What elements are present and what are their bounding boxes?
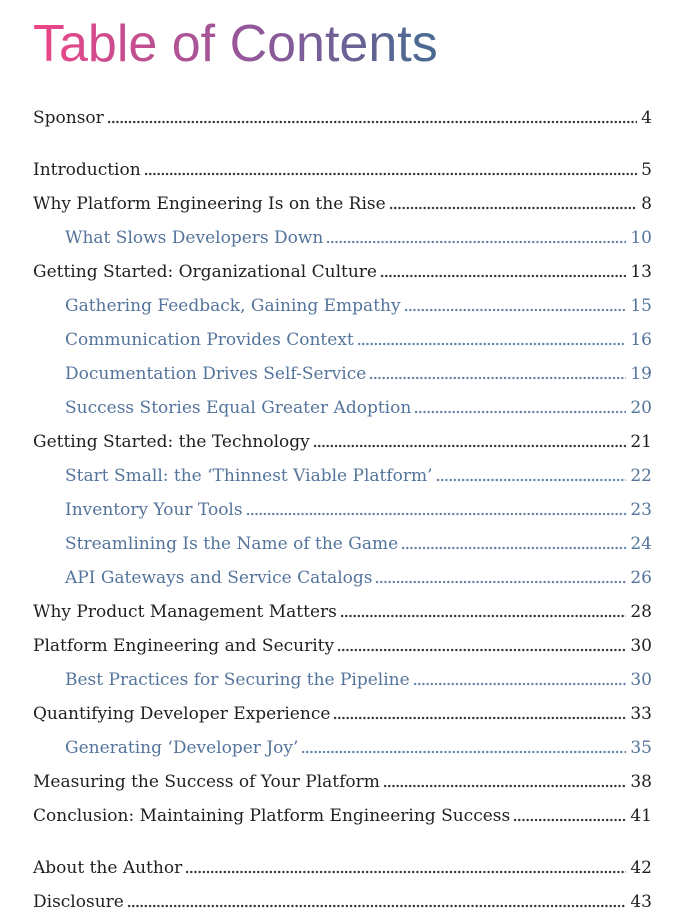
toc-entry[interactable] <box>33 765 652 799</box>
dot-leader <box>357 323 627 357</box>
toc-entry-page: 21 <box>630 432 652 453</box>
dot-leader <box>375 561 626 595</box>
dot-leader <box>313 425 627 459</box>
toc-entry[interactable] <box>33 885 652 918</box>
toc-entry-page: 26 <box>630 568 652 589</box>
dot-leader <box>107 101 637 135</box>
toc-entry[interactable] <box>33 851 652 885</box>
toc-entry-label: Why Platform Engineering Is on the Rise <box>33 194 386 215</box>
toc-entry-label: Conclusion: Maintaining Platform Engineering Success <box>33 806 511 827</box>
dot-leader <box>383 765 626 799</box>
dot-leader <box>127 885 627 918</box>
toc-entry-label: Why Product Management Matters <box>33 602 337 623</box>
toc-entry-label: Streamlining Is the Name of the Game <box>65 534 399 555</box>
toc-entry[interactable] <box>33 595 652 629</box>
dot-leader <box>404 289 627 323</box>
toc-entry-page: 38 <box>630 772 652 793</box>
dot-leader <box>337 629 626 663</box>
dot-leader <box>246 493 627 527</box>
toc-entry-label: Platform Engineering and Security <box>33 636 335 657</box>
toc-entry-label: Disclosure <box>33 892 124 913</box>
dot-leader <box>144 153 638 187</box>
toc-entry-label: Success Stories Equal Greater Adoption <box>65 398 412 419</box>
toc-entry-label: Gathering Feedback, Gaining Empathy <box>65 296 401 317</box>
toc-entry[interactable] <box>33 357 652 391</box>
dot-leader <box>436 459 627 493</box>
toc-entry[interactable] <box>33 663 652 697</box>
toc-entry-page: 30 <box>630 670 652 691</box>
toc-entry-page: 35 <box>630 738 652 759</box>
dot-leader <box>301 731 626 765</box>
toc-entry-page: 30 <box>630 636 652 657</box>
toc-entry-label: Communication Provides Context <box>65 330 354 351</box>
toc-entry[interactable] <box>33 391 652 425</box>
toc-entry[interactable] <box>33 255 652 289</box>
toc-entry-label: About the Author <box>33 858 183 879</box>
dot-leader <box>413 663 627 697</box>
dot-leader <box>414 391 626 425</box>
toc-entry-page: 28 <box>630 602 652 623</box>
toc-entry-label: Best Practices for Securing the Pipeline <box>65 670 410 691</box>
toc-entry-page: 10 <box>630 228 652 249</box>
dot-leader <box>513 799 626 833</box>
toc-entry-label: Introduction <box>33 160 141 181</box>
toc-entry-label: What Slows Developers Down <box>65 228 324 249</box>
toc-entry-page: 24 <box>630 534 652 555</box>
toc-entry-label: Sponsor <box>33 108 104 129</box>
toc-entry-page: 20 <box>630 398 652 419</box>
toc-entry[interactable] <box>33 799 652 833</box>
toc-entry-page: 16 <box>630 330 652 351</box>
toc-entry-page: 43 <box>630 892 652 913</box>
toc-entry-page: 5 <box>641 160 652 181</box>
toc-entry[interactable] <box>33 731 652 765</box>
toc-list <box>33 101 652 918</box>
toc-entry[interactable] <box>33 323 652 357</box>
toc-entry[interactable] <box>33 527 652 561</box>
dot-leader <box>380 255 626 289</box>
toc-entry[interactable] <box>33 425 652 459</box>
toc-entry-page: 42 <box>630 858 652 879</box>
toc-entry-label: Inventory Your Tools <box>65 500 243 521</box>
toc-entry-page: 23 <box>630 500 652 521</box>
toc-entry[interactable] <box>33 629 652 663</box>
toc-entry[interactable] <box>33 493 652 527</box>
page-title: Table of Contents <box>33 14 438 75</box>
toc-entry-page: 15 <box>630 296 652 317</box>
toc-entry-label: Quantifying Developer Experience <box>33 704 331 725</box>
toc-entry-label: Start Small: the ‘Thinnest Viable Platform’ <box>65 466 433 487</box>
toc-entry-label: Getting Started: Organizational Culture <box>33 262 377 283</box>
dot-leader <box>340 595 626 629</box>
dot-leader <box>401 527 626 561</box>
toc-entry-page: 13 <box>630 262 652 283</box>
toc-entry-page: 41 <box>630 806 652 827</box>
toc-entry[interactable] <box>33 561 652 595</box>
toc-entry-page: 33 <box>630 704 652 725</box>
dot-leader <box>333 697 626 731</box>
toc-entry-page: 19 <box>630 364 652 385</box>
toc-entry[interactable] <box>33 221 652 255</box>
toc-entry-page: 8 <box>641 194 652 215</box>
toc-entry-page: 22 <box>630 466 652 487</box>
toc-entry-label: Documentation Drives Self-Service <box>65 364 367 385</box>
toc-entry-label: Getting Started: the Technology <box>33 432 310 453</box>
toc-entry[interactable] <box>33 153 652 187</box>
toc-entry[interactable] <box>33 289 652 323</box>
toc-entry-label: Measuring the Success of Your Platform <box>33 772 380 793</box>
dot-leader <box>326 221 626 255</box>
toc-entry[interactable] <box>33 187 652 221</box>
dot-leader <box>369 357 626 391</box>
toc-entry-page: 4 <box>641 108 652 129</box>
toc-entry[interactable] <box>33 101 652 135</box>
dot-leader <box>185 851 626 885</box>
toc-entry-label: Generating ‘Developer Joy’ <box>65 738 299 759</box>
toc-entry[interactable] <box>33 697 652 731</box>
toc-entry[interactable] <box>33 459 652 493</box>
toc-entry-label: API Gateways and Service Catalogs <box>65 568 373 589</box>
dot-leader <box>389 187 637 221</box>
